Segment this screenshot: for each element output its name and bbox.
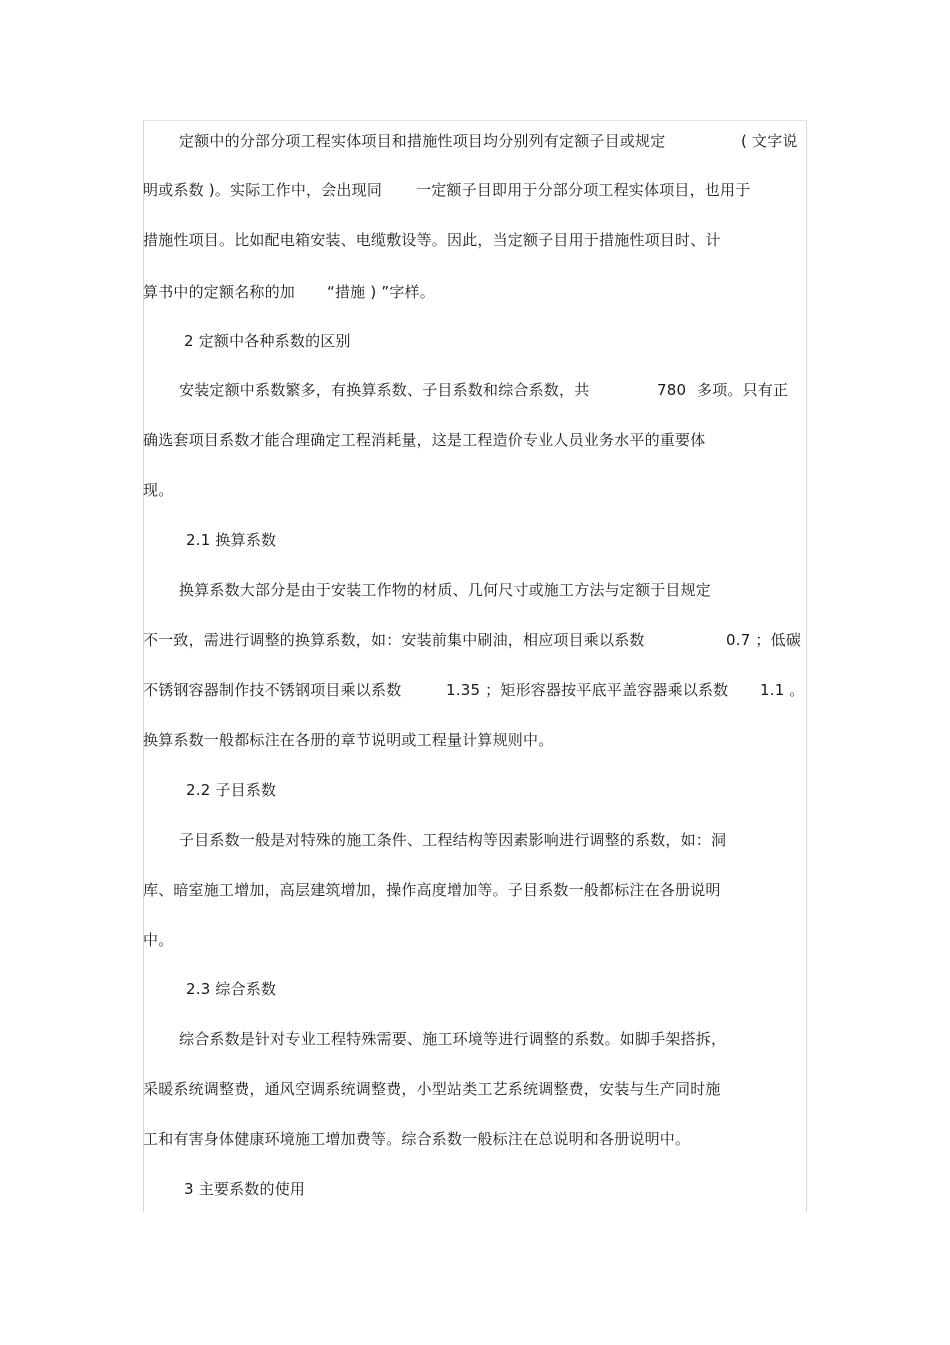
text-line-6b: 780 <box>657 381 687 399</box>
text-line-19: 综合系数是针对专业工程特殊需要、施工环境等进行调整的系数。如脚手架搭拆， <box>179 1030 727 1048</box>
section-heading-2-1: 2.1 换算系数 <box>186 531 277 549</box>
text-line-11a: 不一致，需进行调整的换算系数，如：安装前集中刷油，相应项目乘以系数 <box>143 631 645 649</box>
section-heading-2-3: 2.3 综合系数 <box>186 980 277 998</box>
text-line-2b: 一定额子目即用于分部分项工程实体项目，也用于 <box>416 181 751 199</box>
text-line-6a: 安装定额中系数繁多，有换算系数、子目系数和综合系数，共 <box>179 381 590 399</box>
text-line-12a: 不锈钢容器制作技不锈钢项目乘以系数 <box>143 681 402 699</box>
text-line-11b: 0.7 ；低碳 <box>726 631 802 649</box>
text-line-2a: 明或系数 )。实际工作中，会出现同 <box>143 181 383 199</box>
text-line-20: 采暖系统调整费，通风空调系统调整费，小型站类工艺系统调整费，安装与生产同时施 <box>143 1080 721 1098</box>
text-line-4a: 算书中的定额名称的加 <box>143 283 296 301</box>
text-line-12b: 1.35 ；矩形容器按平底平盖容器乘以系数 <box>446 681 729 699</box>
text-line-1b: ( 文字说 <box>741 132 798 150</box>
text-line-10: 换算系数大部分是由于安装工作物的材质、几何尺寸或施工方法与定额于目规定 <box>179 581 712 599</box>
section-heading-3: 3 主要系数的使用 <box>184 1180 306 1198</box>
text-line-7: 确选套项目系数才能合理确定工程消耗量，这是工程造价专业人员业务水平的重要体 <box>143 431 706 449</box>
section-heading-2-2: 2.2 子目系数 <box>186 781 277 799</box>
text-line-12c: 1.1 。 <box>760 681 805 699</box>
text-line-1a: 定额中的分部分项工程实体项目和措施性项目均分别列有定额子目或规定 <box>179 132 666 150</box>
text-line-8: 现。 <box>143 481 174 499</box>
section-heading-2: 2 定额中各种系数的区别 <box>184 332 351 350</box>
text-line-17: 中。 <box>143 931 174 949</box>
text-line-6c: 多项。只有正 <box>697 381 789 399</box>
text-line-21: 工和有害身体健康环境施工增加费等。综合系数一般标注在总说明和各册说明中。 <box>143 1130 691 1148</box>
text-line-13: 换算系数一般都标注在各册的章节说明或工程量计算规则中。 <box>143 731 554 749</box>
text-line-4b: “措施 ) ”字样。 <box>327 283 435 301</box>
text-line-15: 子目系数一般是对特殊的施工条件、工程结构等因素影响进行调整的系数，如：洞 <box>179 831 727 849</box>
text-line-3: 措施性项目。比如配电箱安装、电缆敷设等。因此，当定额子目用于措施性项目时、计 <box>143 231 721 249</box>
text-line-16: 库、暗室施工增加，高层建筑增加，操作高度增加等。子目系数一般都标注在各册说明 <box>143 881 721 899</box>
